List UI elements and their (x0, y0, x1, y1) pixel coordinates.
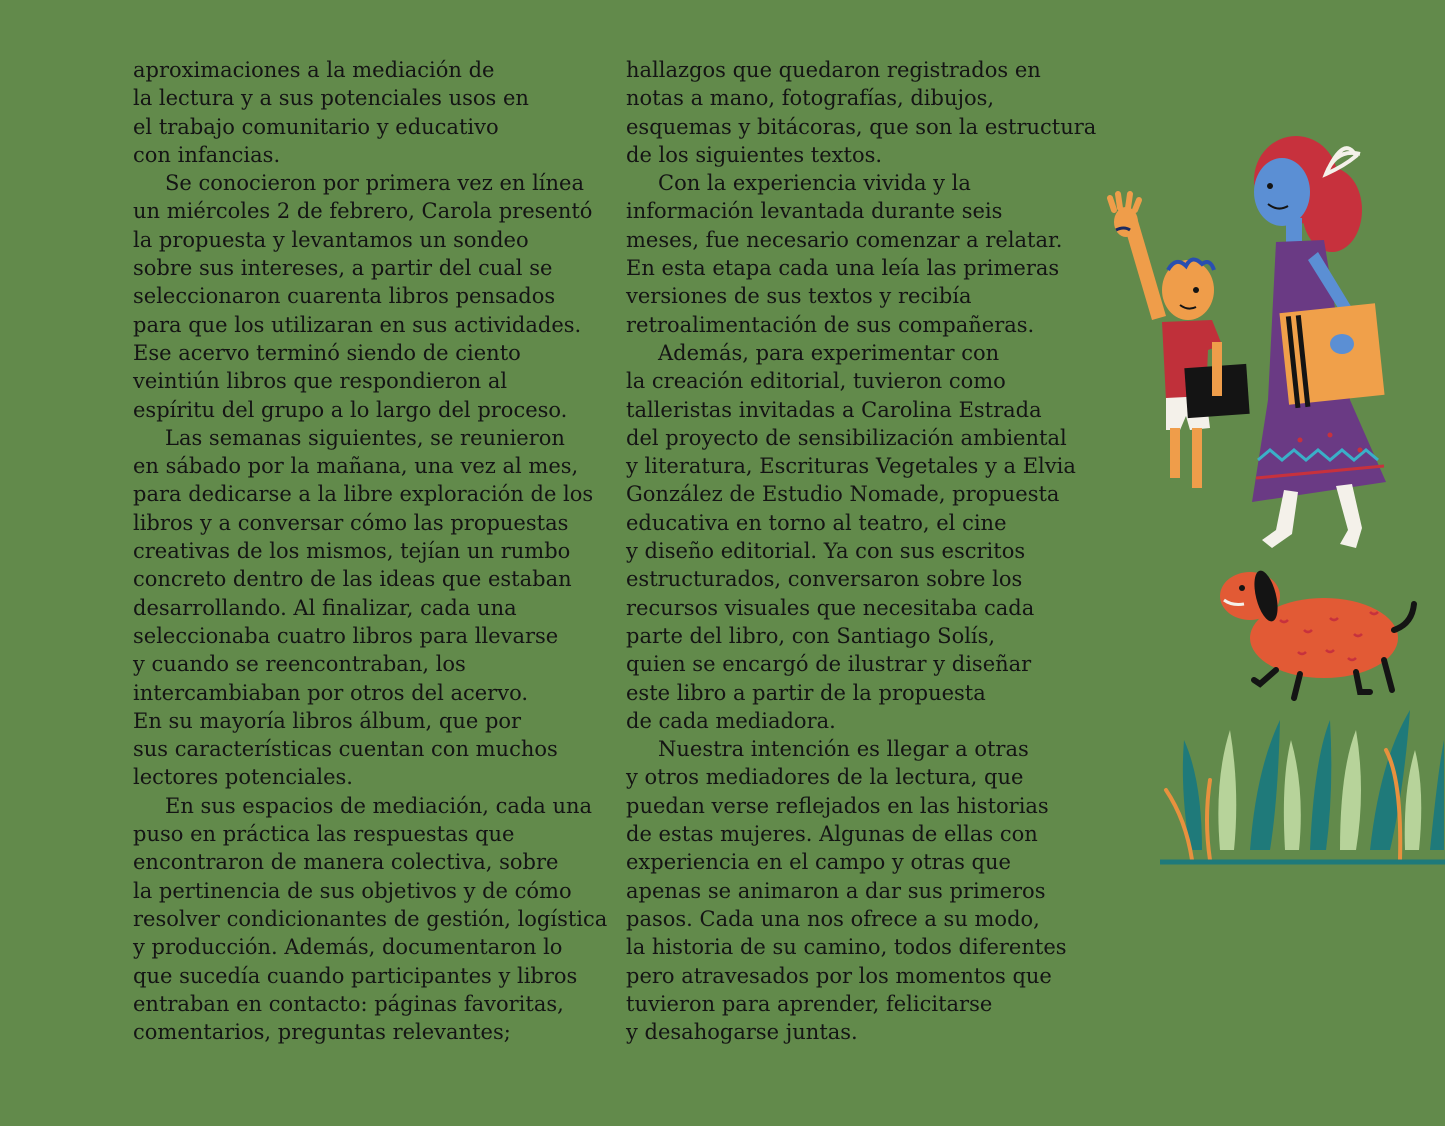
text-line: de estas mujeres. Algunas de ellas con (626, 822, 1038, 847)
grass-figure (1160, 710, 1445, 862)
dog-figure (1220, 568, 1414, 698)
text-line: creativas de los mismos, tejían un rumbo (133, 539, 571, 564)
text-line: sobre sus intereses, a partir del cual se (133, 256, 553, 281)
text-line: comentarios, preguntas relevantes; (133, 1020, 511, 1045)
woman-child-dog-illustration (1100, 130, 1445, 890)
text-line: En esta etapa cada una leía las primeras (626, 256, 1060, 281)
text-line: Además, para experimentar con (658, 340, 1000, 365)
text-line: este libro a partir de la propuesta (626, 680, 986, 705)
text-line: la creación editorial, tuvieron como (626, 369, 1006, 394)
text-line: recursos visuales que necesitaba cada (626, 595, 1035, 620)
text-line: puedan verse reflejados en las historias (626, 793, 1049, 818)
text-line: en sábado por la mañana, una vez al mes, (133, 454, 579, 479)
text-line: lectores potenciales. (133, 765, 353, 790)
text-line: y desahogarse juntas. (626, 1020, 858, 1045)
text-line: del proyecto de sensibilización ambiental (626, 425, 1067, 450)
text-line: González de Estudio Nomade, propuesta (626, 482, 1060, 507)
text-line: un miércoles 2 de febrero, Carola presentó (133, 199, 593, 224)
text-line: aproximaciones a la mediación de (133, 58, 495, 82)
text-line: experiencia en el campo y otras que (626, 850, 1011, 875)
text-line: el trabajo comunitario y educativo (133, 114, 499, 139)
text-line: apenas se animaron a dar sus primeros (626, 878, 1046, 903)
text-line: desarrollando. Al finalizar, cada una (133, 595, 517, 620)
text-line: la historia de su camino, todos diferentes (626, 935, 1067, 960)
right-text-column (626, 56, 1096, 1046)
text-line: talleristas invitadas a Carolina Estrada (626, 397, 1042, 422)
text-line: En sus espacios de mediación, cada una (165, 793, 593, 818)
text-line: seleccionaron cuarenta libros pensados (133, 284, 556, 309)
text-line: la pertinencia de sus objetivos y de cómo (133, 878, 572, 903)
text-line: tuvieron para aprender, felicitarse (626, 991, 993, 1016)
text-line: parte del libro, con Santiago Solís, (626, 623, 996, 648)
text-line: retroalimentación de sus compañeras. (626, 312, 1035, 337)
text-line: y diseño editorial. Ya con sus escritos (626, 539, 1026, 564)
text-line: resolver condicionantes de gestión, logística (133, 906, 608, 931)
text-line: la lectura y a sus potenciales usos en (133, 86, 529, 111)
text-line: libros y a conversar cómo las propuestas (133, 510, 569, 535)
text-line: espíritu del grupo a lo largo del proceso. (133, 397, 568, 422)
text-line: información levantada durante seis (626, 199, 1003, 224)
text-line: intercambiaban por otros del acervo. (133, 680, 529, 705)
text-line: hallazgos que quedaron registrados en (626, 58, 1041, 82)
woman-figure (1252, 136, 1386, 548)
text-line: sus características cuentan con muchos (133, 737, 558, 762)
text-line: de cada mediadora. (626, 708, 836, 733)
text-line: versiones de sus textos y recibía (626, 284, 972, 309)
text-line: seleccionaba cuatro libros para llevarse (133, 623, 559, 648)
text-line: estructurados, conversaron sobre los (626, 567, 1023, 592)
text-line: y cuando se reencontraban, los (133, 652, 466, 677)
text-line: meses, fue necesario comenzar a relatar. (626, 227, 1063, 252)
text-line: Nuestra intención es llegar a otras (658, 737, 1029, 762)
text-line: Las semanas siguientes, se reunieron (165, 425, 565, 450)
text-line: que sucedía cuando participantes y libros (133, 963, 578, 988)
text-line: y otros mediadores de la lectura, que (626, 765, 1024, 790)
text-line: notas a mano, fotografías, dibujos, (626, 86, 995, 111)
text-line: esquemas y bitácoras, que son la estructura (626, 114, 1097, 139)
text-line: para dedicarse a la libre exploración de los (133, 482, 594, 507)
left-text-column (133, 56, 608, 1046)
text-line: quien se encargó de ilustrar y diseñar (626, 652, 1032, 677)
text-line: y literatura, Escrituras Vegetales y a Elvia (626, 454, 1076, 479)
text-line: En su mayoría libros álbum, que por (133, 708, 522, 733)
text-line: y producción. Además, documentaron lo (133, 935, 563, 960)
text-line: con infancias. (133, 142, 281, 167)
text-line: Se conocieron por primera vez en línea (165, 171, 584, 196)
text-line: entraban en contacto: páginas favoritas, (133, 991, 564, 1016)
text-line: pasos. Cada una nos ofrece a su modo, (626, 906, 1040, 931)
text-line: puso en práctica las respuestas que (133, 822, 515, 847)
text-line: pero atravesados por los momentos que (626, 963, 1052, 988)
child-figure (1110, 194, 1250, 488)
text-line: concreto dentro de las ideas que estaban (133, 567, 572, 592)
text-line: de los siguientes textos. (626, 142, 883, 167)
text-line: para que los utilizaran en sus actividades. (133, 312, 582, 337)
text-line: Con la experiencia vivida y la (658, 171, 971, 196)
text-line: la propuesta y levantamos un sondeo (133, 227, 529, 252)
text-line: encontraron de manera colectiva, sobre (133, 850, 559, 875)
text-line: Ese acervo terminó siendo de ciento (133, 340, 521, 365)
text-line: veintiún libros que respondieron al (133, 369, 508, 394)
text-line: educativa en torno al teatro, el cine (626, 510, 1007, 535)
